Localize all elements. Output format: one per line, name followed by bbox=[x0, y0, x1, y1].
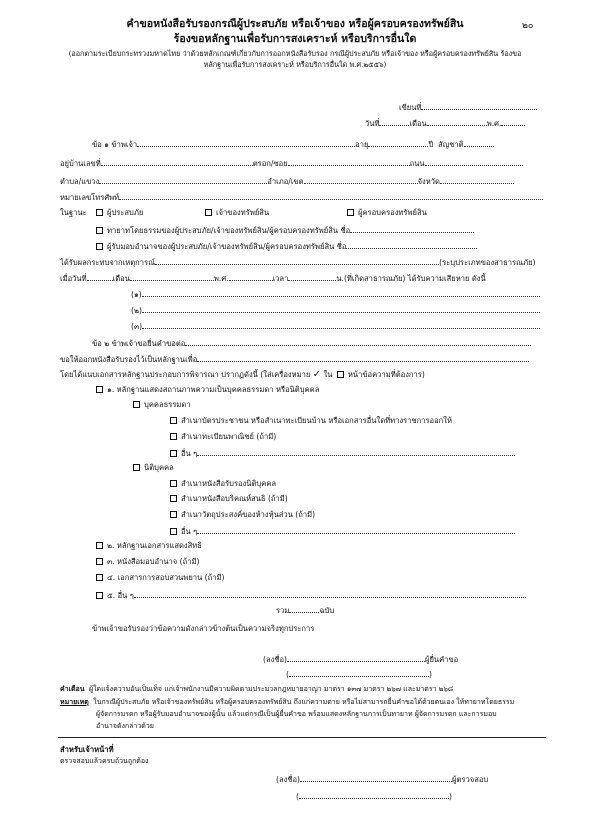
doc-commercial-registration[interactable]: สำเนาทะเบียนพาณิชย์ (ถ้ามี) bbox=[170, 432, 276, 441]
form-title-line1: คำขอหนังสือรับรองกรณีผู้ประสบภัย หรือเจ้าของ หรือผู้ครอบครองทรัพย์สิน bbox=[126, 18, 464, 30]
applicant-printed-name-field[interactable]: ( ) bbox=[286, 670, 432, 679]
purpose-line[interactable]: ขอให้ออกหนังสือรับรองไว้เป็นหลักฐานเพื่อ bbox=[60, 353, 529, 364]
sample-checkbox-icon bbox=[337, 371, 344, 378]
doc-rights-evidence[interactable]: ๒. หลักฐานเอกสารแสดงสิทธิ bbox=[96, 541, 202, 550]
damage-item-1[interactable]: (๑) bbox=[131, 288, 540, 299]
damage-item-3[interactable]: (๓) bbox=[131, 320, 540, 331]
owner-checkbox[interactable] bbox=[205, 209, 212, 216]
applicant-signature-field[interactable]: (ลงชื่อ) ผู้ยื่นคำขอ bbox=[263, 655, 459, 664]
note-line-1: หมายเหตุ ในกรณีผู้ประสบภัย หรือเจ้าของทรัพย์สิน หรือผู้ครอบครองทรัพย์สิน ถึงแก่ความตาย หรือไม่สามารถยื่นคำขอได้ด้วยตนเอง ให้ทายาทโดยธรรม bbox=[60, 698, 515, 706]
date-field[interactable]: วันที่ เดือน พ.ศ. bbox=[365, 117, 525, 128]
doc-power-of-attorney[interactable]: ๓. หนังสือมอบอำนาจ (ถ้ามี) bbox=[96, 557, 199, 566]
address-line-2[interactable]: ตำบล/แขวง อำเภอ/เขต จังหวัด bbox=[60, 175, 514, 186]
submit-to-line[interactable]: ข้อ ๒ ข้าพเจ้าขอยื่นคำขอต่อ bbox=[92, 337, 531, 348]
status-victim-option[interactable]: ผู้ประสบภัย bbox=[96, 208, 143, 217]
warning-label: คำเตือน bbox=[60, 685, 85, 693]
doc-other[interactable]: ๕. อื่น ๆ bbox=[96, 589, 526, 600]
status-possessor-option[interactable]: ผู้ครอบครองทรัพย์สิน bbox=[347, 208, 427, 217]
page-number: ๒๐ bbox=[522, 21, 534, 31]
regulation-note-line2: หลักฐานเพื่อรับการสงเคราะห์ หรือบริการอื่นใด พ.ศ.๒๕๕๖) bbox=[203, 60, 387, 69]
doc-natural-person[interactable]: บุคคลธรรมดา bbox=[133, 400, 191, 409]
certification-statement: ข้าพเจ้าขอรับรองว่าข้อความดังกล่าวข้างต้นเป็นความจริงทุกประการ bbox=[92, 624, 315, 633]
note-line-3: อำนาจดังกล่าวด้วย bbox=[96, 722, 154, 730]
doc-juristic-person[interactable]: นิติบุคคล bbox=[133, 463, 174, 472]
written-at-field[interactable] bbox=[399, 101, 537, 112]
address-line-1[interactable]: อยู่บ้านเลขที่ ตรอก/ซอย ถนน bbox=[60, 157, 523, 168]
official-checked-text: ตรวจสอบแล้วครบถ้วนถูกต้อง bbox=[60, 757, 149, 765]
regulation-note-line1: (ออกตามระเบียบกระทรวงมหาดไทย ว่าด้วยหลักเกณฑ์เกี่ยวกับการออกหนังสือรับรอง กรณีผู้ประสบภัย หรือเจ้าของ หรือผู้ครอบครองทรัพย์สิน ร้องขอ bbox=[68, 49, 522, 58]
written-at-label: เขียนที่ bbox=[399, 103, 422, 112]
heir-checkbox[interactable] bbox=[96, 227, 103, 234]
damage-item-2[interactable]: (๒) bbox=[131, 304, 540, 315]
status-owner-option[interactable]: เจ้าของทรัพย์สิน bbox=[205, 208, 269, 217]
doc-status-evidence[interactable]: ๑. หลักฐานแสดงสถานภาพความเป็นบุคคลธรรมดา หรือนิติบุคคล bbox=[96, 385, 319, 394]
inspector-printed-name-field[interactable]: ( ) bbox=[296, 792, 452, 801]
applicant-name-line[interactable]: ข้อ ๑ ข้าพเจ้า อายุ ปี สัญชาติ bbox=[92, 138, 494, 149]
doc-witness-interrogation[interactable]: ๔. เอกสารการสอบสวนพยาน (ถ้ามี) bbox=[96, 573, 224, 582]
section-divider bbox=[58, 737, 546, 738]
phone-field[interactable]: หมายเลขโทรศัพท์ bbox=[60, 191, 543, 202]
inspector-signature-field[interactable]: (ลงชื่อ) ผู้ตรวจสอบ bbox=[276, 775, 489, 784]
disaster-type-line[interactable]: ได้รับผลกระทบจากเหตุการณ์ (ระบุประเภทของสาธารณภัย) bbox=[60, 258, 536, 267]
doc-natural-other[interactable]: อื่น ๆ bbox=[170, 447, 515, 458]
total-copies-field[interactable]: รวม ฉบับ bbox=[276, 606, 335, 615]
doc-partnership-objectives[interactable]: สำเนาวัตถุประสงค์ของห้างหุ้นส่วน (ถ้ามี) bbox=[170, 510, 315, 519]
doc-id-card-copy[interactable]: สำเนาบัตรประชาชน หรือสำเนาทะเบียนบ้าน หรือเอกสารอื่นใดที่ทางราชการออกให้ bbox=[170, 416, 452, 425]
form-title-line2: ร้องขอหลักฐานเพื่อรับการสงเคราะห์ หรือบริการอื่นใด bbox=[173, 33, 417, 45]
checkmark-icon: ✓ bbox=[312, 369, 322, 380]
victim-checkbox[interactable] bbox=[96, 209, 103, 216]
doc-memorandum[interactable]: สำเนาหนังสือบริคณห์สนธิ (ถ้ามี) bbox=[170, 494, 288, 503]
doc-juristic-other[interactable]: อื่น ๆ bbox=[170, 525, 515, 536]
official-section-heading: สำหรับเจ้าหน้าที่ bbox=[60, 745, 114, 754]
evidence-instruction: โดยได้แนบเอกสารหลักฐานประกอบการพิจารณา ปรากฏดังนี้ (ใส่เครื่องหมาย ✓ ใน หน้าข้อความที่ต้องการ) bbox=[60, 369, 425, 380]
status-prefix: ในฐานะ bbox=[60, 208, 87, 217]
status-heir-option[interactable]: ทายาทโดยธรรมของผู้ประสบภัย/เจ้าของทรัพย์สิน/ผู้ครอบครองทรัพย์สิน ชื่อ bbox=[96, 224, 474, 235]
disaster-date-line[interactable]: เมื่อวันที่ เดือน พ.ศ. เวลา น.(ที่เกิดสาธารณภัย) ได้รับความเสียหาย ดังนี้ bbox=[60, 274, 486, 283]
status-proxy-option[interactable]: ผู้รับมอบอำนาจของผู้ประสบภัย/เจ้าของทรัพย์สิน/ผู้ครอบครองทรัพย์สิน ชื่อ bbox=[96, 240, 477, 251]
proxy-checkbox[interactable] bbox=[96, 243, 103, 250]
doc-juristic-certificate[interactable]: สำเนาหนังสือรับรองนิติบุคคล bbox=[170, 479, 276, 488]
note-line-2: ผู้จัดการมรดก หรือผู้รับมอบอำนาจของผู้นั้น แล้วแต่กรณีเป็นผู้ยื่นคำขอ พร้อมแสดงหลักฐานการเป็นทายาท ผู้จัดการมรดก และการมอบ bbox=[96, 710, 497, 718]
possessor-checkbox[interactable] bbox=[347, 209, 354, 216]
note-label: หมายเหตุ bbox=[60, 698, 89, 706]
warning-line: คำเตือน ผู้ใดแจ้งความอันเป็นเท็จ แก่เจ้าพนักงานมีความผิดตามประมวลกฎหมายอาญา มาตรา ๑๓๗ มาตรา ๒๖๗ และมาตรา ๒๖๘ bbox=[60, 685, 454, 693]
